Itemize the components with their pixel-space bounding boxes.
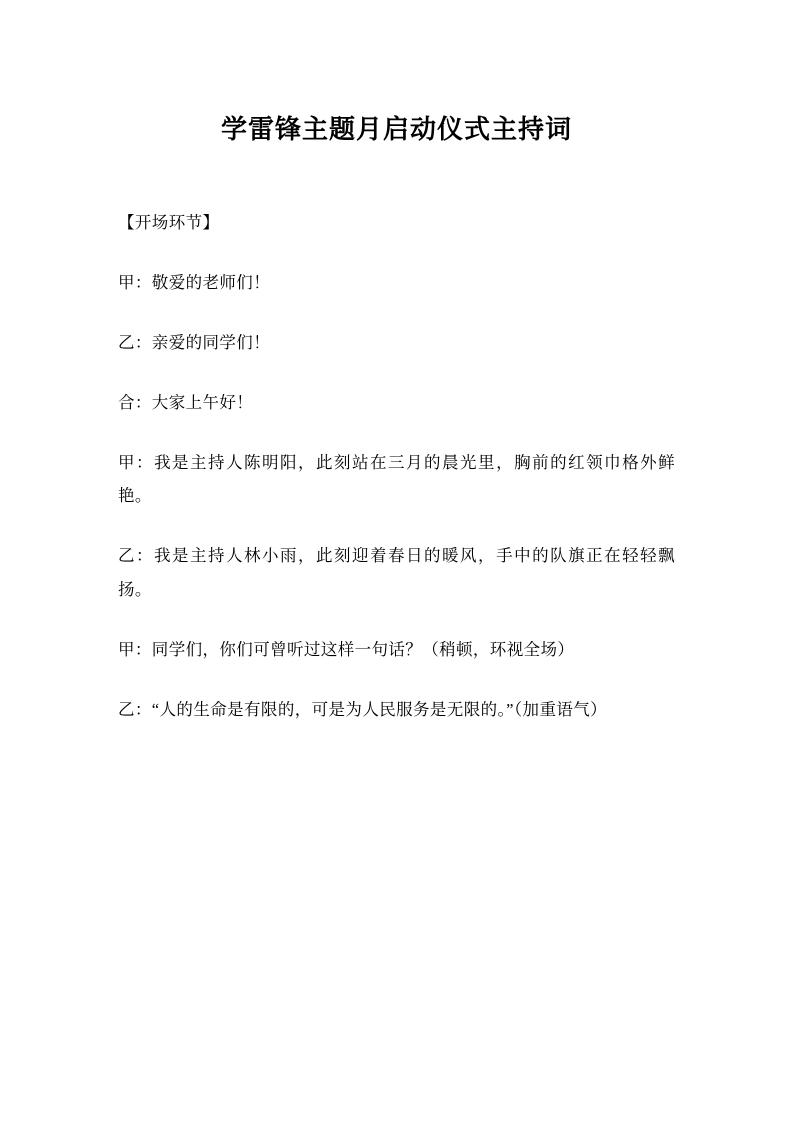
- paragraph-line-6: 甲：同学们，你们可曾听过这样一句话？（稍顿，环视全场）: [118, 639, 575, 659]
- document-body: [118, 206, 675, 726]
- paragraph-line-5: 乙：我是主持人林小雨，此刻迎着春日的暖风，手中的队旗正在轻轻飘扬。: [118, 546, 675, 600]
- paragraph-line-1: 甲：敬爱的老师们！: [118, 273, 271, 293]
- paragraph-line-7: 乙：“人的生命是有限的，可是为人民服务是无限的。”（加重语气）: [118, 699, 608, 719]
- paragraph-section-heading: 【开场环节】: [118, 213, 220, 233]
- paragraph-line-4: 甲：我是主持人陈明阳，此刻站在三月的晨光里，胸前的红领巾格外鲜艳。: [118, 452, 675, 506]
- page-title: 学雷锋主题月启动仪式主持词: [220, 115, 572, 144]
- paragraph-line-3: 合：大家上午好！: [118, 392, 254, 412]
- paragraph-line-2: 乙：亲爱的同学们！: [118, 333, 271, 353]
